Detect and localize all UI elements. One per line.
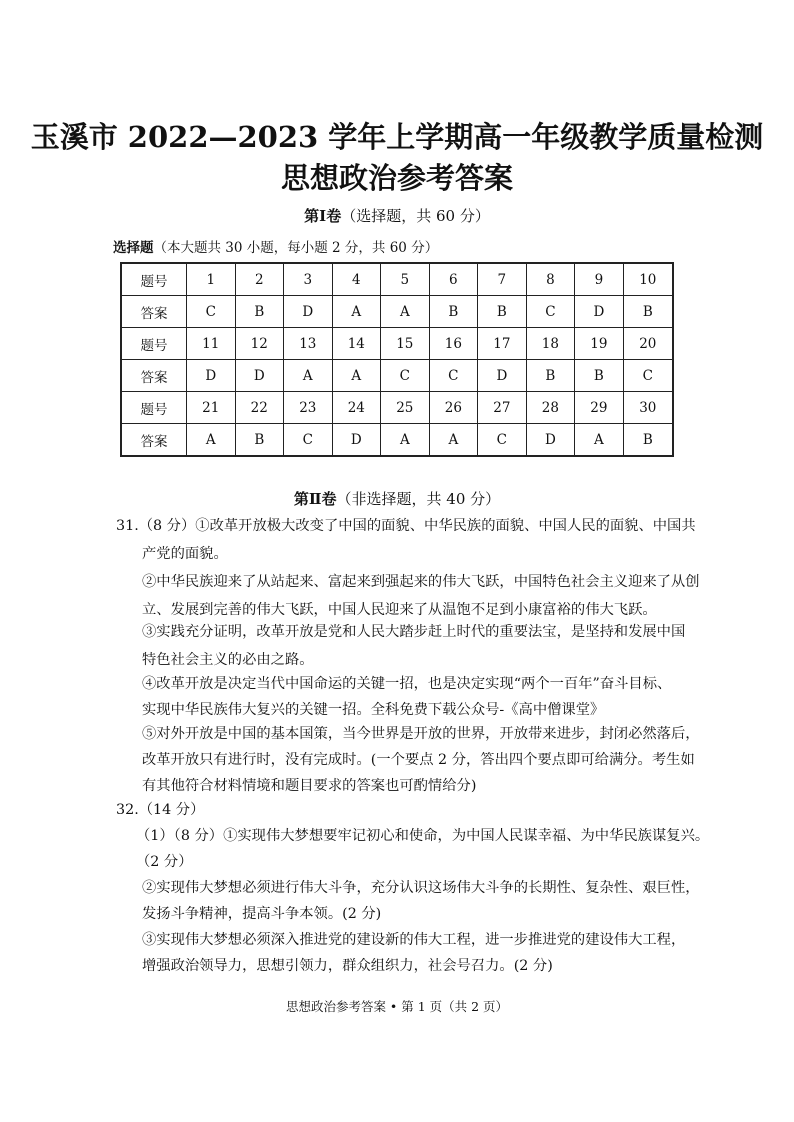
answer-cell: D: [526, 424, 575, 457]
question-number-cell: 4: [332, 263, 381, 296]
question-number-cell: 10: [623, 263, 673, 296]
answer-cell: D: [332, 424, 381, 457]
question-number-cell: 15: [381, 328, 430, 360]
part2-heading-label: 第Ⅱ卷: [293, 490, 337, 508]
question-number-cell: 16: [429, 328, 478, 360]
question-number-cell: 8: [526, 263, 575, 296]
answer-cell: B: [526, 360, 575, 392]
q32-line: （2 分）: [136, 854, 193, 870]
question-number-cell: 18: [526, 328, 575, 360]
answer-cell: C: [478, 424, 527, 457]
question-number-cell: 26: [429, 392, 478, 424]
answer-cell: A: [187, 424, 236, 457]
question-number-cell: 17: [478, 328, 527, 360]
q31-line: ④改革开放是决定当代中国命运的关键一招，也是决定实现“两个一百年”奋斗目标、: [142, 676, 672, 692]
answer-row: [121, 360, 673, 392]
question-number-cell: 27: [478, 392, 527, 424]
q32-line: ②实现伟大梦想必须进行伟大斗争，充分认识这场伟大斗争的长期性、复杂性、艰巨性，: [142, 880, 700, 896]
q31-line: 实现中华民族伟大复兴的关键一招。全科免费下载公众号-《高中僧课堂》: [142, 702, 605, 718]
choice-section-label: 选择题: [113, 240, 154, 256]
q31-line: 特色社会主义的必由之路。: [142, 652, 314, 668]
q31-line: ⑤对外开放是中国的基本国策，当今世界是开放的世界，开放带来进步，封闭必然落后，: [142, 726, 700, 742]
page-footer: 思想政治参考答案 • 第 1 页（共 2 页）: [285, 999, 509, 1014]
question-number-cell: 25: [381, 392, 430, 424]
question-number-row: [121, 263, 673, 296]
question-number-cell: 29: [575, 392, 624, 424]
question-number-cell: 20: [623, 328, 673, 360]
answer-cell: A: [332, 360, 381, 392]
answer-cell: A: [381, 296, 430, 328]
answer-cell: D: [187, 360, 236, 392]
choice-section-desc: （本大题共 30 小题，每小题 2 分，共 60 分）: [153, 240, 439, 256]
row-label: 题号: [121, 263, 187, 296]
question-number-cell: 28: [526, 392, 575, 424]
question-number-row: [121, 328, 673, 360]
q32-line: 增强政治领导力，思想引领力，群众组织力，社会号召力。(2 分): [142, 958, 553, 974]
part1-heading-label: 第Ⅰ卷: [304, 207, 342, 225]
q32-line: ③实现伟大梦想必须深入推进党的建设新的伟大工程，进一步推进党的建设伟大工程，: [142, 932, 686, 948]
question-number-cell: 19: [575, 328, 624, 360]
answer-cell: B: [235, 424, 284, 457]
row-label: 答案: [121, 424, 187, 457]
question-number-cell: 11: [187, 328, 236, 360]
q31-line: ③实践充分证明，改革开放是党和人民大踏步赶上时代的重要法宝，是坚持和发展中国: [142, 624, 686, 640]
answer-cell: B: [623, 296, 673, 328]
q31-line: 31.（8 分）①改革开放极大改变了中国的面貌、中华民族的面貌、中国人民的面貌、中国共: [116, 518, 696, 534]
answer-cell: B: [478, 296, 527, 328]
document-title: 玉溪市 2022—2023 学年上学期高一年级教学质量检测: [30, 120, 764, 154]
answer-cell: C: [429, 360, 478, 392]
q31-line: ②中华民族迎来了从站起来、富起来到强起来的伟大飞跃，中国特色社会主义迎来了从创: [142, 574, 700, 590]
part1-heading: [0, 205, 794, 226]
answer-cell: A: [284, 360, 333, 392]
part2-heading: [0, 488, 794, 509]
row-label: 题号: [121, 392, 187, 424]
question-number-cell: 21: [187, 392, 236, 424]
question-number-cell: 23: [284, 392, 333, 424]
q32-line: （1）（8 分）①实现伟大梦想要牢记初心和使命，为中国人民谋幸福、为中华民族谋复兴。: [136, 828, 710, 844]
answer-cell: D: [235, 360, 284, 392]
answer-cell: B: [429, 296, 478, 328]
question-number-cell: 24: [332, 392, 381, 424]
answer-table: [120, 262, 674, 457]
question-number-cell: 6: [429, 263, 478, 296]
part1-heading-desc: （选择题，共 60 分）: [341, 207, 490, 225]
q31-line: 产党的面貌。: [142, 546, 228, 562]
choice-section-intro: [113, 236, 438, 256]
answer-cell: C: [623, 360, 673, 392]
row-label: 题号: [121, 328, 187, 360]
question-number-cell: 12: [235, 328, 284, 360]
answer-row: [121, 424, 673, 457]
answer-cell: C: [284, 424, 333, 457]
q32-line: 发扬斗争精神，提高斗争本领。(2 分): [142, 906, 382, 922]
question-number-cell: 14: [332, 328, 381, 360]
question-number-cell: 5: [381, 263, 430, 296]
q32-line: 32.（14 分）: [116, 802, 205, 818]
question-number-cell: 22: [235, 392, 284, 424]
question-number-cell: 30: [623, 392, 673, 424]
answer-cell: A: [381, 424, 430, 457]
answer-cell: A: [575, 424, 624, 457]
answer-cell: C: [187, 296, 236, 328]
document-subtitle: 思想政治参考答案: [280, 161, 513, 195]
answer-cell: A: [332, 296, 381, 328]
answer-cell: D: [478, 360, 527, 392]
q31-line: 有其他符合材料情境和题目要求的答案也可酌情给分): [142, 778, 477, 794]
question-number-cell: 2: [235, 263, 284, 296]
answer-cell: B: [575, 360, 624, 392]
row-label: 答案: [121, 296, 187, 328]
answer-cell: B: [235, 296, 284, 328]
question-number-cell: 7: [478, 263, 527, 296]
question-number-cell: 9: [575, 263, 624, 296]
row-label: 答案: [121, 360, 187, 392]
question-number-cell: 13: [284, 328, 333, 360]
answer-row: [121, 296, 673, 328]
answer-cell: A: [429, 424, 478, 457]
q31-line: 立、发展到完善的伟大飞跃，中国人民迎来了从温饱不足到小康富裕的伟大飞跃。: [142, 602, 657, 618]
answer-cell: C: [526, 296, 575, 328]
question-number-cell: 3: [284, 263, 333, 296]
part2-heading-desc: （非选择题，共 40 分）: [336, 490, 501, 508]
question-number-cell: 1: [187, 263, 236, 296]
question-number-row: [121, 392, 673, 424]
answer-cell: B: [623, 424, 673, 457]
answer-cell: D: [575, 296, 624, 328]
q31-line: 改革开放只有进行时，没有完成时。(一个要点 2 分，答出四个要点即可给满分。考生如: [142, 752, 695, 768]
answer-cell: C: [381, 360, 430, 392]
answer-cell: D: [284, 296, 333, 328]
